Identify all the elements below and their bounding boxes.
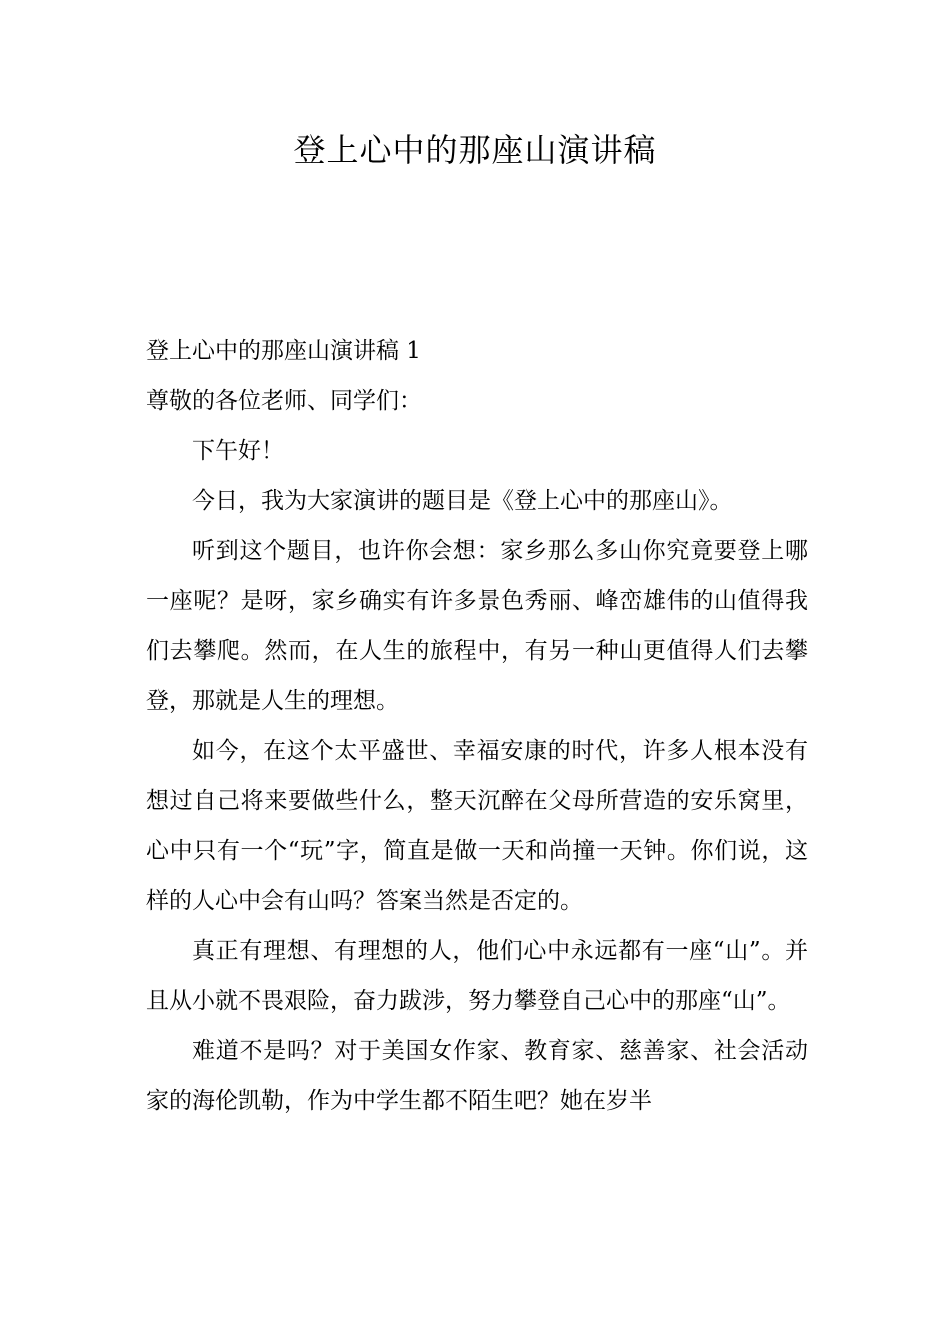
paragraph: 如今，在这个太平盛世、幸福安康的时代，许多人根本没有想过自己将来要做些什么，整天沉醉在父母所营造的安乐窝里，心中只有一个“玩”字，简直是做一天和尚撞一天钟。你们说，这样的人心中会有山吗？答案当然是否定的。 xyxy=(146,738,808,914)
salutation: 尊敬的各位老师、同学们： xyxy=(146,388,422,414)
paragraph: 真正有理想、有理想的人，他们心中永远都有一座“山”。并且从小就不畏艰险，奋力跋涉，努力攀登自己心中的那座“山”。 xyxy=(146,938,808,1014)
document-title: 登上心中的那座山演讲稿 xyxy=(293,131,657,169)
section-heading: 登上心中的那座山演讲稿 1 xyxy=(146,338,421,364)
document-body xyxy=(146,326,808,1126)
paragraph-greeting: 下午好！ xyxy=(192,438,284,464)
paragraph: 听到这个题目，也许你会想：家乡那么多山你究竟要登上哪一座呢？是呀，家乡确实有许多景色秀丽、峰峦雄伟的山值得我们去攀爬。然而，在人生的旅程中，有另一种山更值得人们去攀登，那就是人生的理想。 xyxy=(146,538,808,714)
paragraph: 难道不是吗？对于美国女作家、教育家、慈善家、社会活动家的海伦凯勒，作为中学生都不陌生吧？她在岁半 xyxy=(146,1038,808,1114)
paragraph-topic: 今日，我为大家演讲的题目是《登上心中的那座山》。 xyxy=(192,488,733,514)
